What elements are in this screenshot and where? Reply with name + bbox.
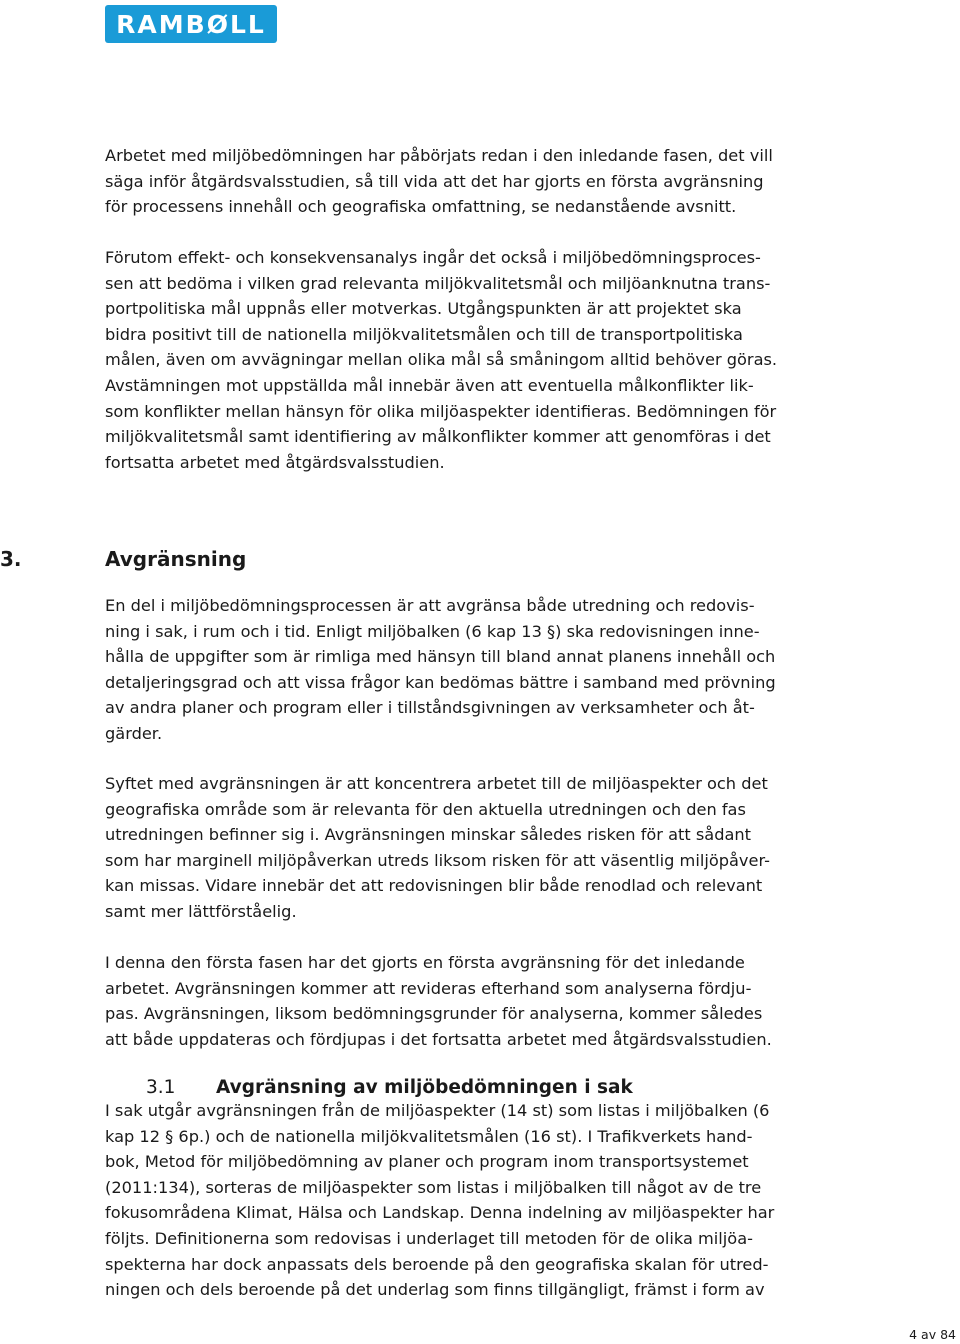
text-line: som har marginell miljöpåverkan utreds liksom risken för att väsentlig miljöpåver- (105, 850, 770, 870)
text-line: Syftet med avgränsningen är att koncentrera arbetet till de miljöaspekter och det (105, 774, 768, 793)
text-line: bok, Metod för miljöbedömning av planer och program inom transportsystemet (105, 1152, 749, 1172)
text-line: pas. Avgränsningen, liksom bedömningsgrunder för analyserna, kommer således (105, 1004, 763, 1024)
text-line: arbetet. Avgränsningen kommer att revideras efterhand som analyserna fördju- (105, 978, 752, 998)
text-line: portpolitiska mål uppnås eller motverkas. Utgångspunkten är att projektet ska (105, 299, 742, 319)
text-line: geografiska område som är relevanta för den aktuella utredningen och den fas (105, 799, 746, 819)
rambol-logo (105, 5, 277, 43)
text-line: (2011:134), sorteras de miljöaspekter som listas i miljöbalken till något av de tre (105, 1177, 762, 1197)
intro-paragraph-1 (105, 143, 773, 220)
text-line: av andra planer och program eller i tillståndsgivningen av verksamheter och åt- (105, 698, 755, 718)
section-3-title: Avgränsning (105, 547, 247, 571)
text-line: I denna den första fasen har det gjorts en första avgränsning för det inledande (105, 953, 745, 972)
text-line: fortsatta arbetet med åtgärdsvalsstudien. (105, 452, 445, 472)
text-line: samt mer lättförståelig. (105, 901, 297, 921)
text-line: att både uppdateras och fördjupas i det fortsatta arbetet med åtgärdsvalsstudien. (105, 1029, 772, 1049)
text-line: gärder. (105, 723, 163, 743)
section-3-paragraph-3 (105, 950, 772, 1052)
text-line: detaljeringsgrad och att vissa frågor kan bedömas bättre i samband med prövning (105, 672, 776, 692)
text-line: Arbetet med miljöbedömningen har påbörjats redan i den inledande fasen, det vill (105, 146, 773, 165)
text-line: säga inför åtgärdsvalsstudien, så till vida att det har gjorts en första avgränsning (105, 171, 764, 191)
text-line: ning i sak, i rum och i tid. Enligt miljöbalken (6 kap 13 §) ska redovisningen inne- (105, 621, 760, 641)
text-line: kan missas. Vidare innebär det att redovisningen blir både renodlad och relevant (105, 876, 763, 896)
text-line: sen att bedöma i vilken grad relevanta miljökvalitetsmål och miljöanknutna trans- (105, 273, 771, 293)
text-line: som konflikter mellan hänsyn för olika miljöaspekter identifieras. Bedömningen för (105, 401, 777, 421)
text-line: bidra positivt till de nationella miljökvalitetsmålen och till de transportpolitiska (105, 324, 743, 344)
intro-paragraph-2 (105, 245, 777, 475)
section-3-1-heading (146, 1076, 633, 1100)
text-line: Avstämningen mot uppställda mål innebär även att eventuella målkonflikter lik- (105, 375, 754, 395)
section-3-paragraph-1 (105, 593, 776, 747)
text-line: spekterna har dock anpassats dels beroende på den geografiska skalan för utred- (105, 1254, 769, 1274)
section-3-1-paragraph-1 (105, 1098, 774, 1303)
text-line: I sak utgår avgränsningen från de miljöaspekter (14 st) som listas i miljöbalken (6 (105, 1101, 770, 1120)
text-line: hålla de uppgifter som är rimliga med hänsyn till bland annat planens innehåll och (105, 647, 776, 667)
section-3-1-title: Avgränsning av miljöbedömningen i sak (216, 1077, 633, 1098)
text-line: Förutom effekt- och konsekvensanalys ingår det också i miljöbedömningsproces- (105, 248, 761, 267)
text-line: ningen och dels beroende på det underlag som finns tillgängligt, främst i form av (105, 1280, 765, 1300)
text-line: En del i miljöbedömningsprocessen är att avgränsa både utredning och redovis- (105, 596, 755, 615)
page-number: 4 av 84 (909, 1327, 956, 1342)
text-line: för processens innehåll och geografiska omfattning, se nedanstående avsnitt. (105, 197, 737, 217)
logo-text: RAMBØLL (116, 9, 266, 39)
text-line: utredningen befinner sig i. Avgränsningen minskar således risken för att sådant (105, 825, 752, 845)
text-line: miljökvalitetsmål samt identifiering av målkonflikter kommer att genomföras i det (105, 427, 771, 447)
text-line: fokusområdena Klimat, Hälsa och Landskap. Denna indelning av miljöaspekter har (105, 1203, 775, 1223)
text-line: följts. Definitionerna som redovisas i underlaget till metoden för de olika miljöa- (105, 1228, 753, 1248)
section-3-1-number: 3.1 (146, 1077, 176, 1098)
text-line: målen, även om avvägningar mellan olika mål så småningom alltid behöver göras. (105, 350, 778, 370)
section-3-paragraph-2 (105, 771, 770, 925)
text-line: kap 12 § 6p.) och de nationella miljökvalitetsmålen (16 st). I Trafikverkets hand- (105, 1126, 753, 1146)
section-3-heading: 3. Avgränsning (0, 547, 247, 571)
